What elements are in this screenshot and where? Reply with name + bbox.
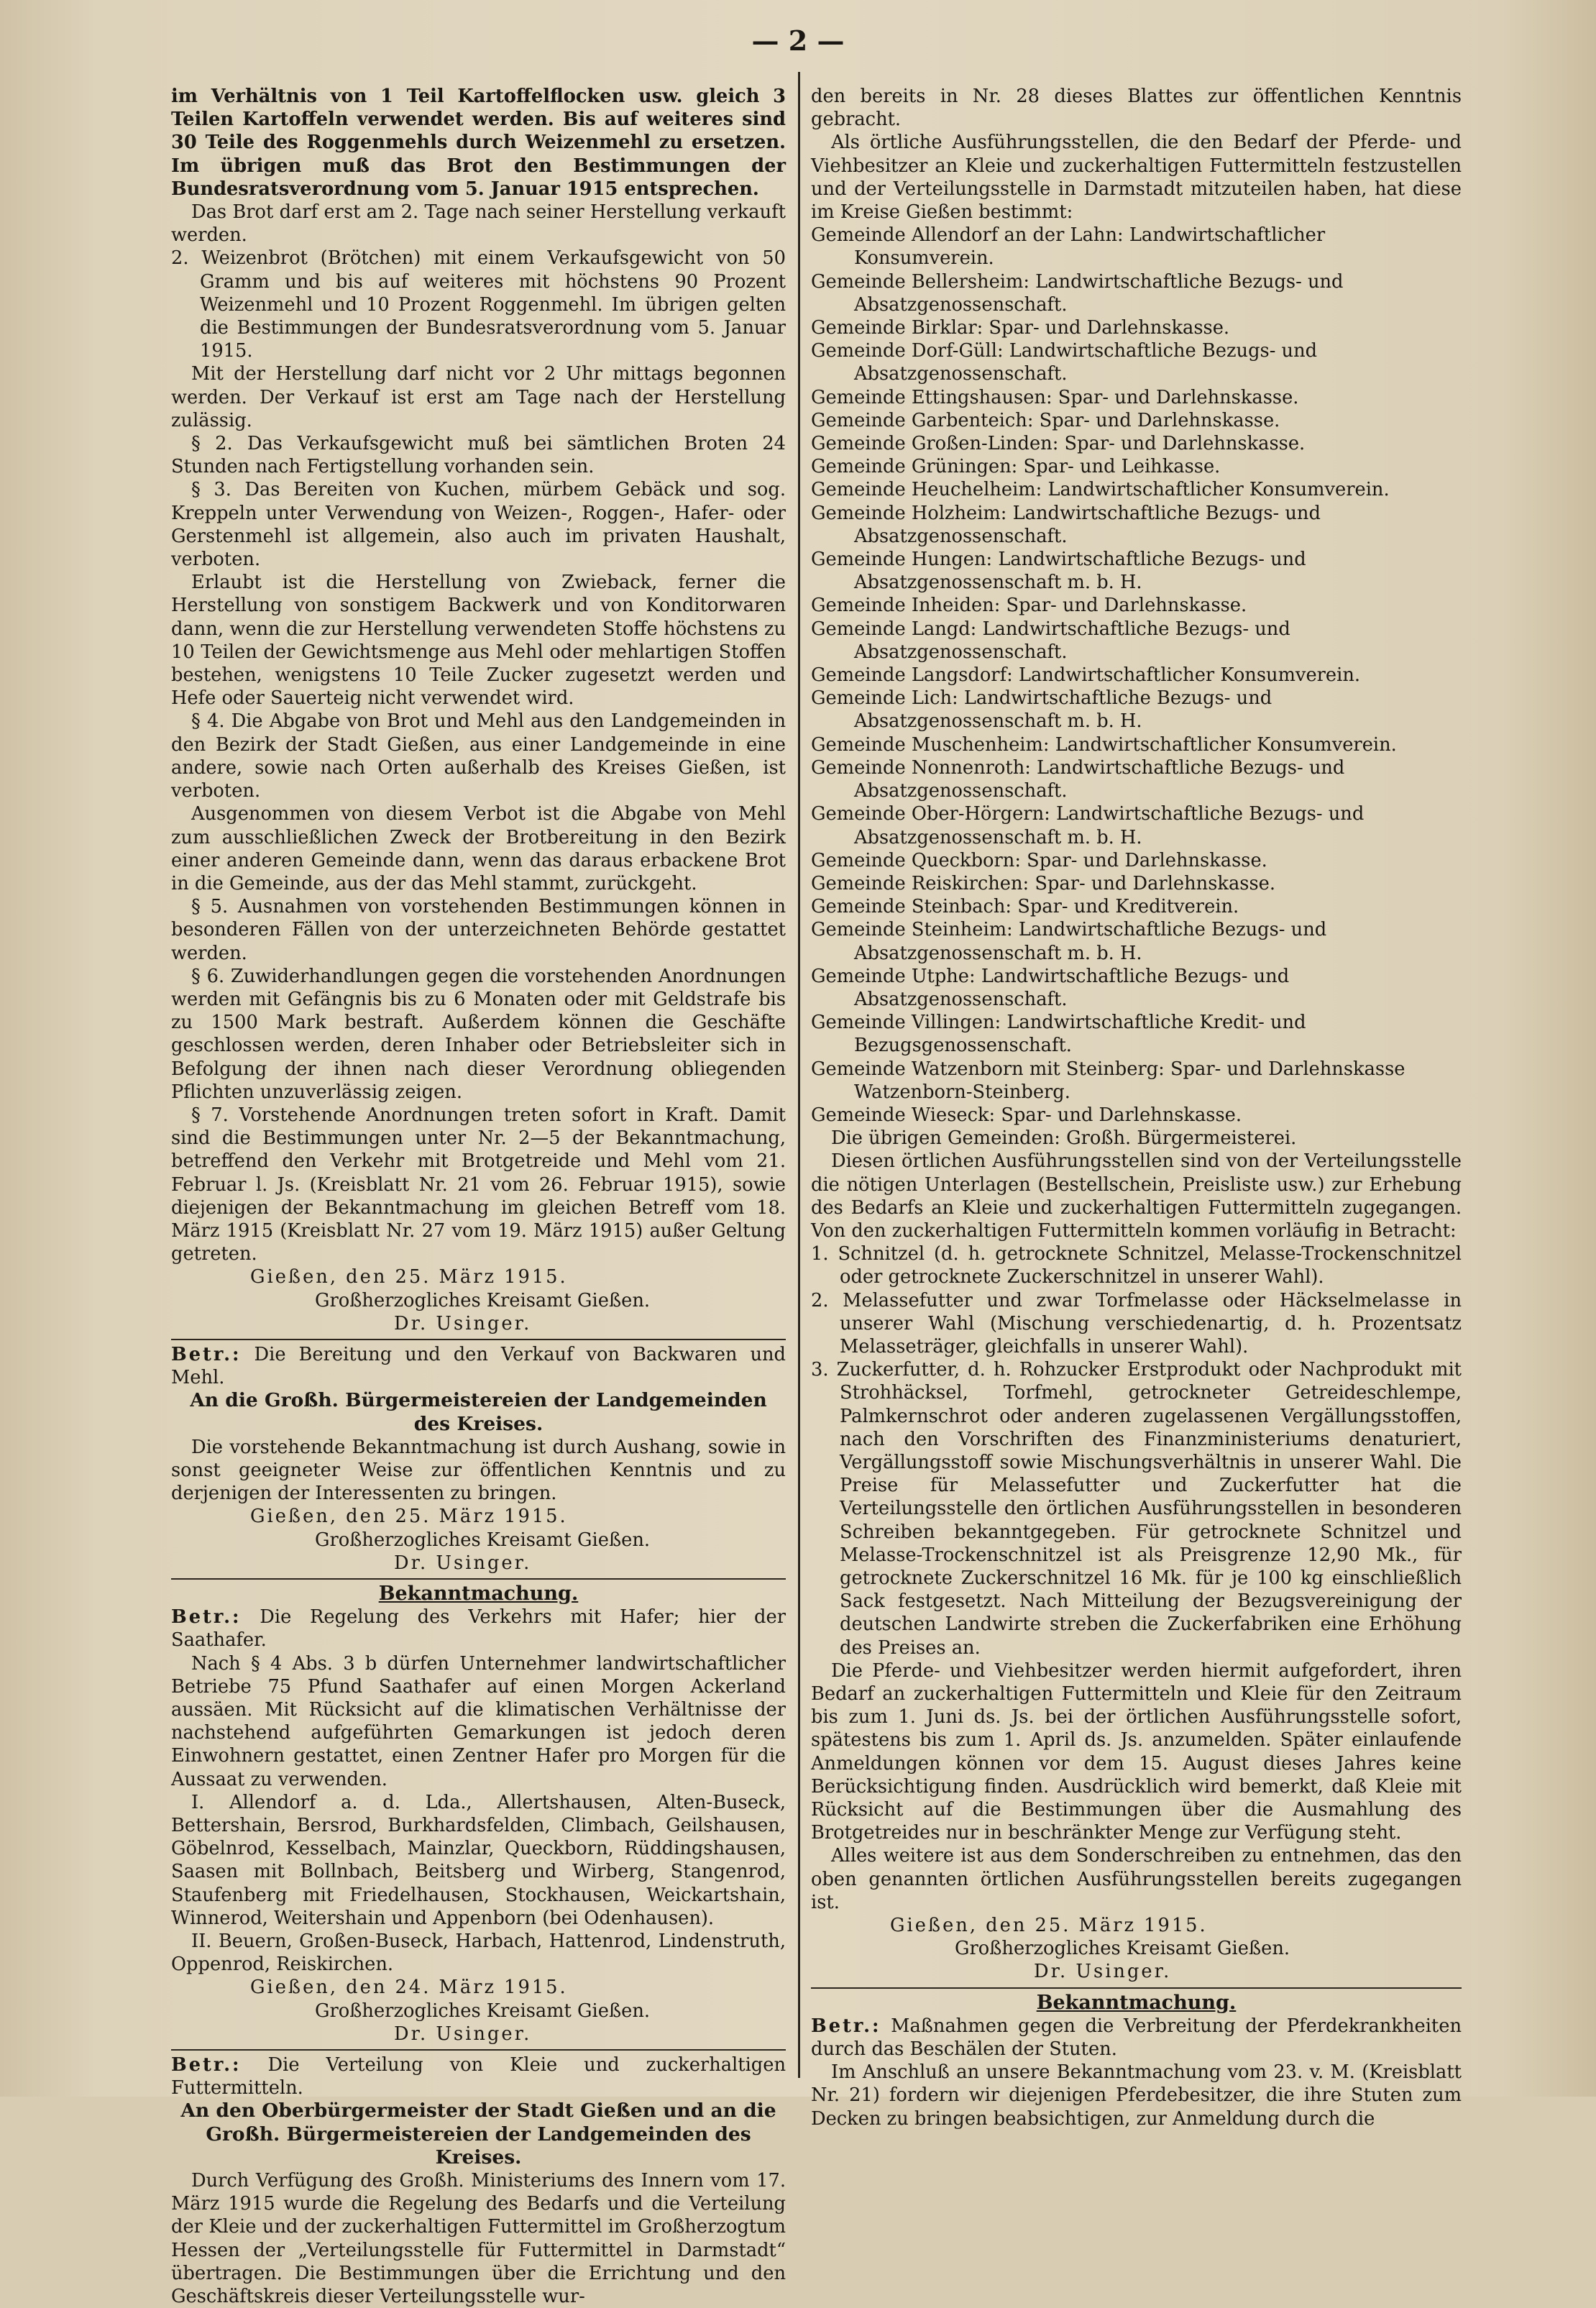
list-item: Gemeinde Garbenteich: Spar- und Darlehnskasse.: [811, 409, 1280, 431]
list-item: Gemeinde Utphe: Landwirtschaftliche Bezugs- und Absatzgenossenschaft.: [811, 965, 1290, 1010]
dateline: Gießen, den 25. März 1915.: [250, 1266, 568, 1288]
list-item: Gemeinde Villingen: Landwirtschaftliche Kredit- und Bezugsgenossenschaft.: [811, 1012, 1306, 1057]
paragraph: 2. Weizenbrot (Brötchen) mit einem Verkaufsgewicht von 50 Gramm und bis auf weiteres mit höchstens 90 Prozent Weizenmehl und 10 Prozent Roggenmehl. Im übrigen gelten die Bestimmungen der Bundesratsverordnung vom 5. Januar 1915.: [171, 247, 786, 362]
paragraph: § 6. Zuwiderhandlungen gegen die vorstehenden Anordnungen werden mit Gefängnis bis zu 6 Monaten oder mit Geldstrafe bis zu 1500 Mark bestraft. Außerdem können die Geschäfte geschlossen werden, deren Inhaber oder Betriebsleiter sich in Befolgung der ihnen nach dieser Verordnung obliegenden Pflichten unzuverlässig zeigen.: [171, 965, 786, 1103]
paragraph: Alles weitere ist aus dem Sonderschreiben zu entnehmen, das den oben genannten örtlichen Ausführungsstellen bereits zugegangen ist.: [811, 1845, 1462, 1913]
paragraph: § 5. Ausnahmen von vorstehenden Bestimmungen können in besonderen Fällen von der unterzeichneten Behörde gestattet werden.: [171, 896, 786, 964]
paragraph: im Verhältnis von 1 Teil Kartoffelflocken usw. gleich 3 Teilen Kartoffeln verwendet werden. Bis auf weiteres sind 30 Teile des Roggenmehls durch Weizenmehl zu ersetzen. Im übrigen muß das Brot den Bestimmungen der Bundesratsverordnung vom 5. Januar 1915 entsprechen.: [171, 86, 786, 200]
page-number: — 2 —: [751, 24, 845, 57]
list-item: Gemeinde Bellersheim: Landwirtschaftliche Bezugs- und Absatzgenossenschaft.: [811, 270, 1344, 316]
paragraph: Diesen örtlichen Ausführungsstellen sind von der Verteilungsstelle die nötigen Unterlagen (Bestellschein, Preisliste usw.) zur Erhebung des Bedarfs an Kleie und zuckerhaltigen Futtermitteln zugegangen. Von den zuckerhaltigen Futtermitteln kommen vorläufig in Betracht:: [811, 1150, 1462, 1242]
section-rule: [811, 1987, 1462, 1989]
list-item: Gemeinde Ober-Hörgern: Landwirtschaftliche Bezugs- und Absatzgenossenschaft m. b. H.: [811, 803, 1365, 848]
list-item: Gemeinde Nonnenroth: Landwirtschaftliche Bezugs- und Absatzgenossenschaft.: [811, 756, 1345, 802]
numbered-item: 1. Schnitzel (d. h. getrocknete Schnitzel, Melasse-Trockenschnitzel oder getrocknete Zuckerschnitzel in unserer Wahl).: [811, 1243, 1462, 1288]
paragraph: § 7. Vorstehende Anordnungen treten sofort in Kraft. Damit sind die Bestimmungen unter Nr. 2—5 der Bekanntmachung, betreffend den Verkehr mit Brotgetreide und Mehl vom 21. Februar l. Js. (Kreisblatt Nr. 21 vom 26. Februar 1915), sowie diejenigen der Bekanntmachung im gleichen Betreff vom 18. März 1915 (Kreisblatt Nr. 27 vom 19. März 1915) außer Geltung getreten.: [171, 1104, 786, 1265]
list-item: Gemeinde Inheiden: Spar- und Darlehnskasse.: [811, 595, 1247, 617]
list-item: Gemeinde Birklar: Spar- und Darlehnskasse.: [811, 317, 1230, 339]
issuing-office: Großherzogliches Kreisamt Gießen.: [315, 1289, 651, 1311]
subject-label: Betr.:: [811, 2015, 881, 2037]
signature: Dr. Usinger.: [1034, 1961, 1172, 1983]
paragraph: § 3. Das Bereiten von Kuchen, mürbem Gebäck und sog. Kreppeln unter Verwendung von Weizen-, Roggen-, Hafer- oder Gerstenmehl ist allgemein, also auch im privaten Haushalt, verboten.: [171, 479, 786, 571]
address-heading: An die Großh. Bürgermeistereien der Landgemeinden des Kreises.: [190, 1389, 767, 1435]
dateline: Gießen, den 24. März 1915.: [250, 1977, 568, 1999]
subject-text: Maßnahmen gegen die Verbreitung der Pferdekrankheiten durch das Beschälen der Stuten.: [811, 2015, 1462, 2061]
paragraph: Als örtliche Ausführungsstellen, die den Bedarf der Pferde- und Viehbesitzer an Kleie und zuckerhaltigen Futtermitteln festzustellen und der Verteilungsstelle in Darmstadt mitzuteilen haben, hat diese im Kreise Gießen bestimmt:: [811, 132, 1462, 224]
paragraph: Die vorstehende Bekanntmachung ist durch Aushang, sowie in sonst geeigneter Weise zur öffentlichen Kenntnis und zu derjenigen der Interessenten zu bringen.: [171, 1436, 786, 1505]
subject-line: [171, 2053, 786, 2099]
list-item: Gemeinde Heuchelheim: Landwirtschaftlicher Konsumverein.: [811, 479, 1390, 501]
notice-title: Bekanntmachung.: [378, 1583, 579, 1605]
list-item: Gemeinde Allendorf an der Lahn: Landwirtschaftlicher Konsumverein.: [811, 224, 1326, 270]
paragraph: Nach § 4 Abs. 3 b dürfen Unternehmer landwirtschaftlicher Betriebe 75 Pfund Saathafer auf einen Morgen Ackerland aussäen. Mit Rücksicht auf die klimatischen Verhältnisse der nachstehend aufgeführten Gemarkungen ist jedoch deren Einwohnern gestattet, einen Zentner Hafer pro Morgen für die Aussaat zu verwenden.: [171, 1652, 786, 1790]
paragraph: I. Allendorf a. d. Lda., Allertshausen, Alten-Buseck, Bettershain, Bersrod, Burkhardsfelden, Climbach, Geilshausen, Göbelnrod, Kesselbach, Mainzlar, Queckborn, Rüddingshausen, Saasen mit Bollnbach, Beitsberg und Wirberg, Stangenrod, Staufenberg mit Friedelhausen, Stockhausen, Weickartshain, Winnerod, Weitershain und Appenborn (bei Odenhausen).: [171, 1791, 786, 1929]
list-item: Gemeinde Steinbach: Spar- und Kreditverein.: [811, 896, 1239, 918]
subject-label: Betr.:: [171, 1343, 242, 1365]
column-divider: [798, 72, 800, 2078]
list-item: Gemeinde Großen-Linden: Spar- und Darlehnskasse.: [811, 433, 1306, 455]
issuing-office: Großherzogliches Kreisamt Gießen.: [315, 2000, 651, 2022]
paragraph: § 4. Die Abgabe von Brot und Mehl aus den Landgemeinden in den Bezirk der Stadt Gießen, aus einer Landgemeinde in eine andere, sowie nach Orten außerhalb des Kreises Gießen, ist verboten.: [171, 710, 786, 802]
notice-title: Bekanntmachung.: [1036, 1991, 1237, 2014]
list-item: Gemeinde Reiskirchen: Spar- und Darlehnskasse.: [811, 872, 1276, 894]
paragraph: Ausgenommen von diesem Verbot ist die Abgabe von Mehl zum ausschließlichen Zweck der Brotbereitung in den Bezirk einer anderen Gemeinde dann, wenn das daraus erbackene Brot in die Gemeinde, aus der das Mehl stammt, zurückgeht.: [171, 803, 786, 894]
section-rule: [171, 2049, 786, 2051]
section-rule: [171, 1339, 786, 1340]
issuing-office: Großherzogliches Kreisamt Gießen.: [955, 1938, 1290, 1960]
paragraph: Die Pferde- und Viehbesitzer werden hiermit aufgefordert, ihren Bedarf an zuckerhaltigen Futtermitteln und Kleie für den Zeitraum bis zum 1. Juni ds. Js. bei der örtlichen Ausführungsstelle sofort, spätestens bis zum 1. April ds. Js. anzumelden. Später einlaufende Anmeldungen können vor dem 15. August dieses Jahres keine Berücksichtigung finden. Ausdrücklich wird bemerkt, daß Kleie mit Rücksicht auf die Bestimmungen über die Ausmahlung des Brotgetreides nur in beschränkter Menge zur Verfügung steht.: [811, 1659, 1462, 1844]
list-item: Gemeinde Watzenborn mit Steinberg: Spar- und Darlehnskasse Watzenborn-Steinberg.: [811, 1058, 1405, 1103]
list-item: Gemeinde Grüningen: Spar- und Leihkasse.: [811, 456, 1221, 478]
issuing-office: Großherzogliches Kreisamt Gießen.: [315, 1529, 651, 1551]
subject-label: Betr.:: [171, 2054, 242, 2076]
paragraph: den bereits in Nr. 28 dieses Blattes zur öffentlichen Kenntnis gebracht.: [811, 86, 1462, 131]
signature: Dr. Usinger.: [394, 2023, 532, 2045]
dateline: Gießen, den 25. März 1915.: [250, 1506, 568, 1528]
subject-line: [171, 1606, 786, 1652]
list-item: Gemeinde Dorf-Güll: Landwirtschaftliche Bezugs- und Absatzgenossenschaft.: [811, 340, 1318, 385]
list-item: Gemeinde Ettingshausen: Spar- und Darlehnskasse.: [811, 386, 1299, 408]
paragraph: Im Anschluß an unsere Bekanntmachung vom 23. v. M. (Kreisblatt Nr. 21) fordern wir diejenigen Pferdebesitzer, die ihre Stuten zum Decken zu bringen beabsichtigen, zur Anmeldung durch die: [811, 2061, 1462, 2130]
section-rule: [171, 1578, 786, 1580]
subject-text: Die Verteilung von Kleie und zuckerhaltigen Futtermitteln.: [171, 2054, 786, 2099]
list-item: Gemeinde Langsdorf: Landwirtschaftlicher Konsumverein.: [811, 664, 1361, 687]
list-item: Gemeinde Hungen: Landwirtschaftliche Bezugs- und Absatzgenossenschaft m. b. H.: [811, 549, 1306, 594]
subject-line: [811, 2015, 1462, 2061]
list-item: Gemeinde Langd: Landwirtschaftliche Bezugs- und Absatzgenossenschaft.: [811, 618, 1290, 663]
subject-text: Die Bereitung und den Verkauf von Backwaren und Mehl.: [171, 1343, 786, 1389]
signature: Dr. Usinger.: [394, 1312, 532, 1334]
paragraph: Die übrigen Gemeinden: Großh. Bürgermeisterei.: [831, 1127, 1297, 1150]
paragraph: Das Brot darf erst am 2. Tage nach seiner Herstellung verkauft werden.: [171, 201, 786, 247]
list-item: Gemeinde Steinheim: Landwirtschaftliche Bezugs- und Absatzgenossenschaft m. b. H.: [811, 919, 1327, 964]
subject-text: Die Regelung des Verkehrs mit Hafer; hier der Saathafer.: [171, 1606, 786, 1652]
subject-line: [171, 1343, 786, 1389]
list-item: Gemeinde Wieseck: Spar- und Darlehnskasse.: [811, 1104, 1242, 1126]
signature: Dr. Usinger.: [394, 1552, 532, 1574]
paragraph: II. Beuern, Großen-Buseck, Harbach, Hattenrod, Lindenstruth, Oppenrod, Reiskirchen.: [171, 1931, 786, 1976]
paragraph: Mit der Herstellung darf nicht vor 2 Uhr mittags begonnen werden. Der Verkauf ist erst am Tage nach der Herstellung zulässig.: [171, 363, 786, 431]
numbered-item: 3. Zuckerfutter, d. h. Rohzucker Erstprodukt oder Nachprodukt mit Strohhäcksel, Torfmehl, getrockneter Getreideschlempe, Palmkernschrot oder anderen zugelassenen Vergällungsstoffen, nach den Vorschriften des Finanzministeriums denaturiert, Vergällungsstoff sowie Mischungsverhältnis in unserer Wahl. Die Preise für Melassefutter und Zuckerfutter hat die Verteilungsstelle den örtlichen Ausführungsstellen in besonderen Schreiben bekanntgegeben. Für getrocknete Schnitzel und Melasse-Trockenschnitzel ist als Preisgrenze 12,90 Mk., für getrocknete Zuckerschnitzel 16 Mk. für je 100 kg einschließlich Sack festgesetzt. Nach Mitteilung der Bezugsvereinigung der deutschen Landwirte streben die Zuckerfabriken eine Erhöhung des Preises an.: [811, 1359, 1462, 1659]
list-item: Gemeinde Holzheim: Landwirtschaftliche Bezugs- und Absatzgenossenschaft.: [811, 502, 1321, 547]
list-item: Gemeinde Muschenheim: Landwirtschaftlicher Konsumverein.: [811, 733, 1397, 756]
address-heading: An den Oberbürgermeister der Stadt Gießen und an die Großh. Bürgermeistereien der Landgemeinden des Kreises.: [180, 2099, 776, 2169]
agency-list: [811, 224, 1462, 1127]
subject-label: Betr.:: [171, 1606, 242, 1629]
paragraph: § 2. Das Verkaufsgewicht muß bei sämtlichen Broten 24 Stunden nach Fertigstellung vorhanden sein.: [171, 433, 786, 478]
dateline: Gießen, den 25. März 1915.: [890, 1915, 1208, 1937]
numbered-item: 2. Melassefutter und zwar Torfmelasse oder Häckselmelasse in unserer Wahl (Mischung verschiedenartig, d. h. Prozentsatz Melasseträger, gleichfalls in unserer Wahl).: [811, 1289, 1462, 1357]
list-item: Gemeinde Lich: Landwirtschaftliche Bezugs- und Absatzgenossenschaft m. b. H.: [811, 687, 1272, 733]
list-item: Gemeinde Queckborn: Spar- und Darlehnskasse.: [811, 849, 1267, 871]
paragraph: Erlaubt ist die Herstellung von Zwieback, ferner die Herstellung von sonstigem Backwerk und von Konditorwaren dann, wenn die zur Herstellung verwendeten Stoffe höchstens zu 10 Teilen der Gewichtsmenge aus Mehl oder mehlartigen Stoffen bestehen, wenigstens 10 Teile Zucker zugesetzt werden und Hefe oder Sauerteig nicht verwendet wird.: [171, 572, 786, 710]
paragraph: Durch Verfügung des Großh. Ministeriums des Innern vom 17. März 1915 wurde die Regelung des Bedarfs und die Verteilung der Kleie und der zuckerhaltigen Futtermittel im Großherzogtum Hessen der „Verteilungsstelle für Futtermittel in Darmstadt“ übertragen. Die Bestimmungen über die Errichtung und den Geschäftskreis dieser Verteilungsstelle wur-: [171, 2170, 786, 2308]
left-column: [171, 85, 786, 2308]
right-column: [811, 85, 1462, 2130]
